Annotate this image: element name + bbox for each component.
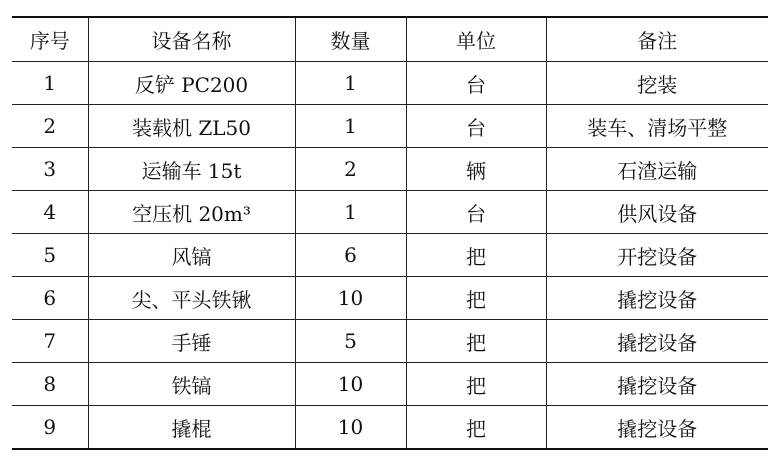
cell-unit: 台	[406, 62, 546, 105]
cell-serial-number: 9	[12, 406, 88, 450]
table-row	[12, 105, 768, 148]
cell-remarks: 开挖设备	[546, 234, 768, 277]
cell-quantity: 5	[295, 320, 406, 363]
table-row	[12, 277, 768, 320]
cell-serial-number: 1	[12, 62, 88, 105]
table-row	[12, 320, 768, 363]
header-remarks: 备注	[546, 17, 768, 62]
table-row	[12, 191, 768, 234]
table-row	[12, 148, 768, 191]
cell-equipment-name: 手锤	[88, 320, 295, 363]
cell-remarks: 撬挖设备	[546, 363, 768, 406]
cell-serial-number: 2	[12, 105, 88, 148]
header-unit: 单位	[406, 17, 546, 62]
cell-unit: 把	[406, 363, 546, 406]
cell-unit: 把	[406, 234, 546, 277]
cell-remarks: 装车、清场平整	[546, 105, 768, 148]
cell-equipment-name: 空压机 20m³	[88, 191, 295, 234]
cell-equipment-name: 撬棍	[88, 406, 295, 450]
equipment-table	[12, 16, 768, 450]
table-row	[12, 62, 768, 105]
cell-remarks: 供风设备	[546, 191, 768, 234]
table-row	[12, 406, 768, 450]
cell-quantity: 10	[295, 277, 406, 320]
cell-equipment-name: 铁镐	[88, 363, 295, 406]
cell-unit: 把	[406, 277, 546, 320]
cell-serial-number: 3	[12, 148, 88, 191]
cell-remarks: 撬挖设备	[546, 406, 768, 450]
cell-remarks: 石渣运输	[546, 148, 768, 191]
header-serial-number: 序号	[12, 17, 88, 62]
cell-unit: 把	[406, 320, 546, 363]
cell-quantity: 1	[295, 105, 406, 148]
cell-quantity: 10	[295, 363, 406, 406]
table-header-row	[12, 17, 768, 62]
table-row	[12, 363, 768, 406]
cell-remarks: 挖装	[546, 62, 768, 105]
cell-equipment-name: 反铲 PC200	[88, 62, 295, 105]
header-quantity: 数量	[295, 17, 406, 62]
header-equipment-name: 设备名称	[88, 17, 295, 62]
cell-quantity: 2	[295, 148, 406, 191]
cell-unit: 辆	[406, 148, 546, 191]
cell-serial-number: 6	[12, 277, 88, 320]
cell-equipment-name: 尖、平头铁锹	[88, 277, 295, 320]
cell-quantity: 1	[295, 191, 406, 234]
cell-serial-number: 7	[12, 320, 88, 363]
cell-quantity: 10	[295, 406, 406, 450]
table-row	[12, 234, 768, 277]
cell-remarks: 撬挖设备	[546, 277, 768, 320]
cell-remarks: 撬挖设备	[546, 320, 768, 363]
cell-equipment-name: 装载机 ZL50	[88, 105, 295, 148]
cell-serial-number: 8	[12, 363, 88, 406]
equipment-table-container	[12, 16, 768, 450]
cell-quantity: 1	[295, 62, 406, 105]
cell-serial-number: 5	[12, 234, 88, 277]
cell-unit: 把	[406, 406, 546, 450]
cell-quantity: 6	[295, 234, 406, 277]
cell-equipment-name: 运输车 15t	[88, 148, 295, 191]
cell-serial-number: 4	[12, 191, 88, 234]
cell-unit: 台	[406, 105, 546, 148]
cell-equipment-name: 风镐	[88, 234, 295, 277]
cell-unit: 台	[406, 191, 546, 234]
